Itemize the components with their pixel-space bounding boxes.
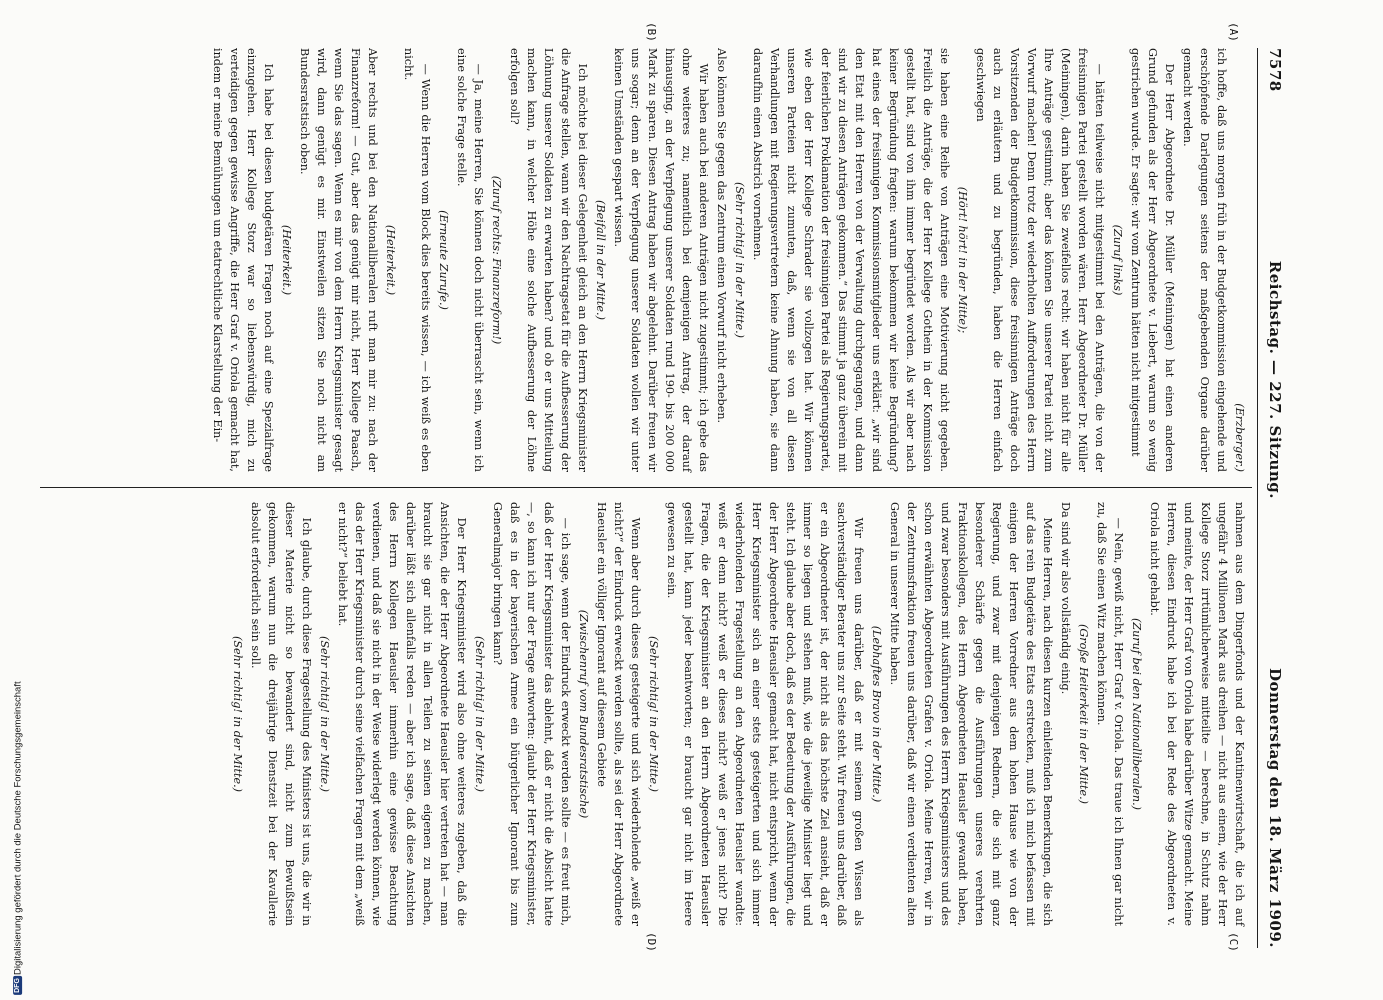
- paragraph: — Ja, meine Herren, Sie können doch nicht überrascht sein, wenn ich eine solche Frage stelle.: [455, 48, 485, 472]
- interjection: (Lebhaftes Bravo in der Mitte.): [870, 625, 883, 803]
- interjection: (Sehr richtig! in der Mitte.): [318, 635, 331, 793]
- paragraph: Wir haben auch bei anderen Anträgen nicht zugestimmt; ich gebe das ohne weiteres zu; namentlich bei demjenigen Antrag, der darauf hinausging, an der Verpflegung unserer Soldaten rund 190- bis 200 000 Mark zu sparen. Diesen Antrag haben wir abgelehnt. Darüber freuen wir uns sogar; denn an der Verpflegung unserer Soldaten wollen wir unter keinen Umständen gespart wissen.: [612, 48, 710, 472]
- interjection: (Sehr richtig! in der Mitte.): [647, 635, 660, 793]
- interjection: (Zuruf bei den Nationalliberalen.): [1130, 617, 1143, 811]
- paragraph: nahmen aus dem Dingerfonds und der Kantinenwirtschaft, die ich auf ungefähr 4 Millionen Mark aus dreihen — nicht aus einem, wie der Herr Kollege Storz irrtümlicherweise mitteilte — berechne, in Schutz nahm und meinte, der Herr Graf von Oriola habe darüber Witze gemacht. Meine Herren, diesen Eindruck habe ich bei der Rede des Abgeordneten v. Oriola nicht gehabt.: [1148, 502, 1246, 926]
- paragraph: Ich habe bei diesen budgetären Fragen noch auf eine Spezialfrage einzugehen. Herr Kollege Storz war so liebenswürdig, mich zu verteidigen gegen gewisse Angriffe, die Herr Graf v. Oriola gemacht hat, indem er meine Bemühungen um etatrechtliche Klarstellung der Ein-: [211, 48, 275, 472]
- margin-marker-d: (D): [645, 932, 658, 952]
- paragraph: Wir freuen uns darüber, daß er mit seinem großen Wissen als sachverständiger Berater uns zur Seite steht. Wir freuen uns darüber, daß er ein Abgeordneter ist, der nicht als das höchste Ziel ansieht, daß er immer so liegen und stehen muß, wie die jeweilige Minister liegt und steht. Ich glaube aber doch, daß es der Bedeutung der Ausführungen, die der Herr Abgeordnete Haeusler gemacht hat, nicht entspricht, wenn der Herr Kriegsminister sich an einer stets gesteigerten und sich immer wiederholenden Fragestellung an den Abgeordneten Haeusler wandte: weiß er denn nicht? weiß er dieses nicht? weiß er jenes nicht? Die Fragen, die der Kriegsminister an den Herrn Abgeordneten Haeusler gestellt hat, kann jeder beantworten; er braucht gar nicht im Heere gewesen zu sein.: [665, 502, 865, 926]
- header-rule: [1257, 48, 1258, 948]
- paragraph: sie haben eine Reihe von Anträgen eine Motivierung nicht gegeben. Freilich die Anträge, die der Herr Kollege Gothein in der Kommission gestellt hat, sind von ihm immer begründet worden. Als wir aber nach keiner Begründung fragten: warum bekommen wir keine Begründung? hat eines der freisinnigen Kommissionsmitglieder uns erklärt: „wir sind den Etat mit den Herren von der Verwaltung durchgegangen, und dann sind wir zu diesen Anträgen gekommen.“ Das stimmt ja ganz überein mit der feierlichen Proklamation der freisinnigen Partei als Regierungspartei, wie eben der Herr Kollege Schrader sie vollzogen hat. Wir können unseren Parteien nicht zumuten, daß, wenn sie von all diesen Verhandlungen mit Regierungsvertretern keine Ahnung haben, sie dann daraufhin einen Abstrich vornehmen.: [751, 48, 951, 472]
- paragraph: Ich möchte bei dieser Gelegenheit gleich an den Herrn Kriegsminister die Anfrage stellen, wann wir den Nachtragsetat für die Aufbesserung der Löhnung unserer Soldaten zu erwarten haben? und ob er uns Mitteilung machen kann, in welcher Höhe eine solche Aufbesserung der Löhne erfolgen soll?: [508, 48, 589, 472]
- paragraph: — Nein, gewiß nicht, Herr Graf v. Oriola. Das traue ich Ihnen gar nicht zu, daß Sie einen Witz machen können.: [1095, 502, 1125, 926]
- paragraph: Der Herr Kriegsminister wird also ohne weiteres zugeben, daß die Ansichten, die der Herr Abgeordnete Haeusler hier vertreten hat — man braucht sie gar nicht in allen Teilen zu seinen eigenen zu machen, darüber läßt sich allenfalls reden — aber ich sage, daß diese Ansichten des Herrn Kollegen Haeusler immerhin eine gewisse Beachtung verdienen, und daß sie nicht in der Weise widerlegt werden können, wie das der Herr Kriegsminister durch seine vielfachen Fragen mit dem „weiß er nicht?“ beliebt hat.: [336, 502, 468, 926]
- interjection: (Erzberger.): [1233, 403, 1246, 472]
- margin-marker-b: (B): [645, 22, 658, 42]
- interjection: (Hört! hört! in der Mitte);: [956, 186, 969, 334]
- credit-text: Digitalisierung gefördert durch die Deutsche Forschungsgemeinschaft: [12, 681, 24, 975]
- interjection: (Sehr richtig! in der Mitte.): [473, 635, 486, 793]
- paragraph: Da sind wir also vollständig einig.: [1059, 502, 1072, 695]
- left-column: [40, 48, 1248, 472]
- paragraph: — Wenn die Herren vom Block dies bereits wissen, — ich weiß es eben nicht.: [402, 48, 432, 472]
- paragraph: Ich glaube, durch diese Fragestellung des Ministers ist uns, die wir in dieser Materie nicht so bewandert sind, nicht zum Bewußtsein gekommen, warum nun die dreijährige Dienstzeit bei der Kavallerie absolut erforderlich sein soll.: [249, 502, 313, 926]
- column-separator: [40, 487, 1252, 488]
- page-title: Reichstag. — 227. Sitzung.: [1266, 260, 1284, 499]
- paragraph: ich hoffe, daß uns morgen früh in der Budgetkommission eingehende und erschöpfende Darlegungen seitens der maßgebenden Organe darüber gemacht werden.: [1181, 48, 1228, 472]
- margin-marker-a: (A): [1227, 22, 1240, 42]
- interjection: (Heiterkeit.): [280, 224, 293, 296]
- interjection: (Sehr richtig! in der Mitte.): [733, 181, 746, 339]
- paragraph: Wenn aber durch dieses gesteigerte und sich wiederholende „weiß er nicht?“ der Eindruck erweckt werden sollte, als sei der Herr Abgeordnete Haeusler ein völliger Ignorant auf diesem Gebiete: [595, 502, 642, 926]
- interjection: (Heiterkeit.): [384, 224, 397, 296]
- paragraph: Also können Sie gegen das Zentrum einen Vorwurf nicht erheben.: [715, 48, 728, 424]
- digitization-credit: [10, 610, 26, 993]
- paragraph: Der Herr Abgeordnete Dr. Müller (Meiningen) hat einen anderen Grund gefunden als der Herr Abgeordnete v. Liebert, warum so wenig gestrichen wurde. Er sagte: wir vom Zentrum hätten nicht mitgestimmt: [1129, 48, 1176, 472]
- right-column: [40, 502, 1248, 926]
- interjection: (Erneute Zurufe.): [437, 210, 450, 310]
- paragraph: — hätten teilweise nicht mitgestimmt bei den Anträgen, die von der freisinnigen Partei gestellt worden wären. Herr Abgeordneter Dr. Müller (Meiningen), darin haben Sie zweifellos recht: wir haben nicht für alle Ihre Anträge gestimmt; aber das können Sie unserer Partei nicht zum Vorwurf machen! Denn trotz der wiederholten Aufforderungen des Herrn Vorsitzenden der Budgetkommission, diese freisinnigen Anträge doch auch zu erläutern und zu begründen, haben die Herren einfach geschwiegen: [974, 48, 1106, 472]
- interjection: (Sehr richtig! in der Mitte.): [231, 635, 244, 793]
- rotated-page: [40, 22, 1288, 952]
- page-number: 7578: [1266, 48, 1284, 92]
- paragraph: Meine Herren, nach diesen kurzen einleitenden Bemerkungen, die sich auf das rein Budgetäre des Etats erstrecken, muß ich mich befassen mit einigen der Herren Vorredner aus dem hohen Hause wie von der Regierung, und zwar mit denjenigen Rednern, die sich mit ganz besonderer Schärfe gegen die Ausführungen unseres verehrten Fraktionskollegen, des Herrn Abgeordneten Haeusler gewandt haben, und zwar besonders mit Ausführungen des Herrn Kriegsministers und des schon erwähnten Abgeordneten Grafen v. Oriola. Meine Herren, wir in der Zentrumsfraktion freuen uns darüber, daß wir einen verdienten alten General in unserer Mitte haben.: [888, 502, 1054, 926]
- dfg-logo: DFG: [14, 978, 22, 993]
- paragraph: — ich sage, wenn der Eindruck erweckt werden sollte — es freut mich, daß der Herr Kriegsminister das ablehnt, daß er nicht die Absicht hatte —, so kann ich nur der Frage antworten: glaubt der Herr Kriegsminister, daß es in der bayerischen Armee ein bürgerlicher Ignorant bis zum Generalmajor bringen kann?: [491, 502, 572, 926]
- interjection: (Zuruf rechts: Finanzreform!): [490, 175, 503, 345]
- page-header: [1262, 48, 1288, 948]
- interjection: (Zwischenruf vom Bundesratstische): [577, 609, 590, 819]
- session-date: Donnerstag den 18. März 1909.: [1266, 668, 1284, 948]
- paragraph: Aber rechts und bei den Nationalliberalen ruft man mir zu: nach der Finanzreform! — Gut, aber das genügt mir nicht, Herr Kollege Paasch, wenn Sie das sagen. Wenn es mir von dem Herrn Kriegsminister gesagt wird, dann genügt es mir. Einstweilen sitzen Sie noch nicht am Bundesratstisch oben.: [298, 48, 379, 472]
- interjection: (Beifall in der Mitte.): [594, 200, 607, 320]
- interjection: (Zuruf links): [1111, 224, 1124, 296]
- interjection: (Große Heiterkeit in der Mitte.): [1077, 623, 1090, 805]
- margin-marker-c: (C): [1227, 932, 1240, 952]
